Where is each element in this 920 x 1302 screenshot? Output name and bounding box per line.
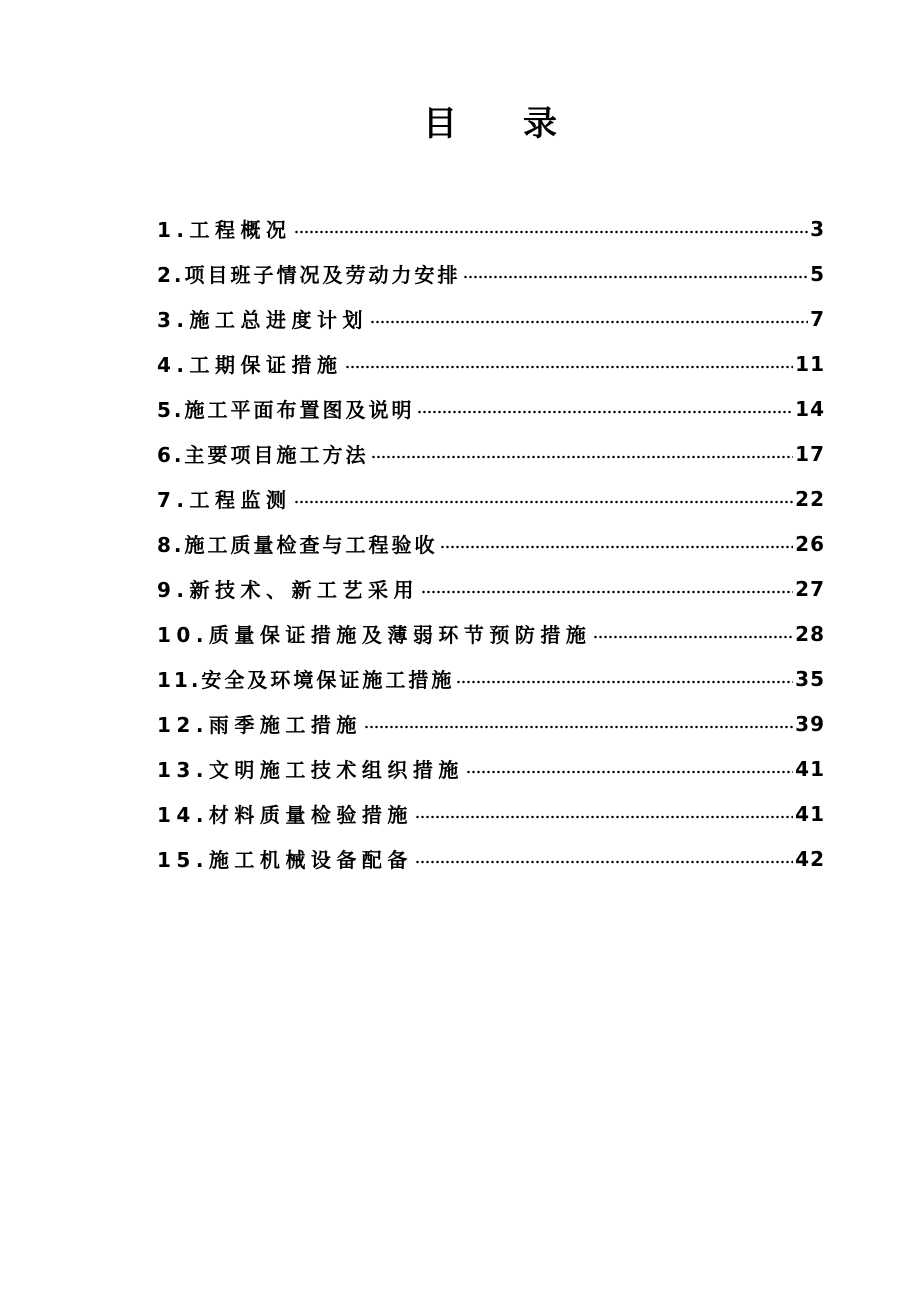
dot-leader [417,410,794,414]
toc-entry-page: 22 [795,486,825,511]
toc-entry-label: 4.工期保证措施 [157,353,343,377]
toc-entry-label: 5.施工平面布置图及说明 [157,398,415,422]
dot-leader [370,320,808,324]
toc-entry-page: 5 [810,261,825,286]
toc-entry-label: 6.主要项目施工方法 [157,443,369,467]
dot-leader [466,770,793,774]
toc-entry [157,746,825,791]
toc-entry-label: 14.材料质量检验措施 [157,803,413,827]
toc-entry [157,206,825,251]
toc-entry-label: 8.施工质量检查与工程验收 [157,533,438,557]
toc-entry-label: 12.雨季施工措施 [157,713,362,737]
toc-entry [157,611,825,656]
toc-entry-label: 2.项目班子情况及劳动力安排 [157,263,461,287]
table-of-contents [157,206,825,881]
dot-leader [345,365,794,369]
dot-leader [421,590,793,594]
dot-leader [415,815,793,819]
toc-entry [157,836,825,881]
toc-entry-page: 42 [795,846,825,871]
toc-entry-page: 3 [810,216,825,241]
dot-leader [371,455,794,459]
toc-entry-label: 1.工程概况 [157,218,292,242]
toc-entry-label: 7.工程监测 [157,488,292,512]
toc-entry-page: 28 [795,621,825,646]
toc-entry-page: 14 [795,396,825,421]
toc-entry [157,431,825,476]
dot-leader [294,500,794,504]
toc-entry-page: 11 [795,351,825,376]
toc-entry-page: 39 [795,711,825,736]
toc-entry [157,341,825,386]
toc-entry [157,656,825,701]
toc-entry-page: 17 [795,441,825,466]
toc-entry [157,566,825,611]
toc-entry-page: 41 [795,801,825,826]
toc-entry-page: 26 [795,531,825,556]
dot-leader [294,230,809,234]
toc-entry [157,476,825,521]
dot-leader [440,545,794,549]
toc-entry [157,386,825,431]
toc-entry-page: 27 [795,576,825,601]
dot-leader [364,725,793,729]
toc-entry-page: 41 [795,756,825,781]
toc-entry-label: 15.施工机械设备配备 [157,848,413,872]
toc-entry-page: 7 [810,306,825,331]
toc-entry [157,296,825,341]
toc-entry-label: 10.质量保证措施及薄弱环节预防措施 [157,623,592,647]
toc-entry-label: 9.新技术、新工艺采用 [157,578,420,602]
toc-entry-label: 13.文明施工技术组织措施 [157,758,464,782]
toc-entry-page: 35 [795,666,825,691]
page-title: 目录 [423,104,623,144]
toc-entry-label: 3.施工总进度计划 [157,308,369,332]
dot-leader [593,635,793,639]
dot-leader [456,680,793,684]
dot-leader [415,860,793,864]
toc-entry-label: 11.安全及环境保证施工措施 [157,668,455,692]
dot-leader [463,275,809,279]
toc-entry [157,251,825,296]
toc-entry [157,701,825,746]
toc-entry [157,791,825,836]
toc-entry [157,521,825,566]
